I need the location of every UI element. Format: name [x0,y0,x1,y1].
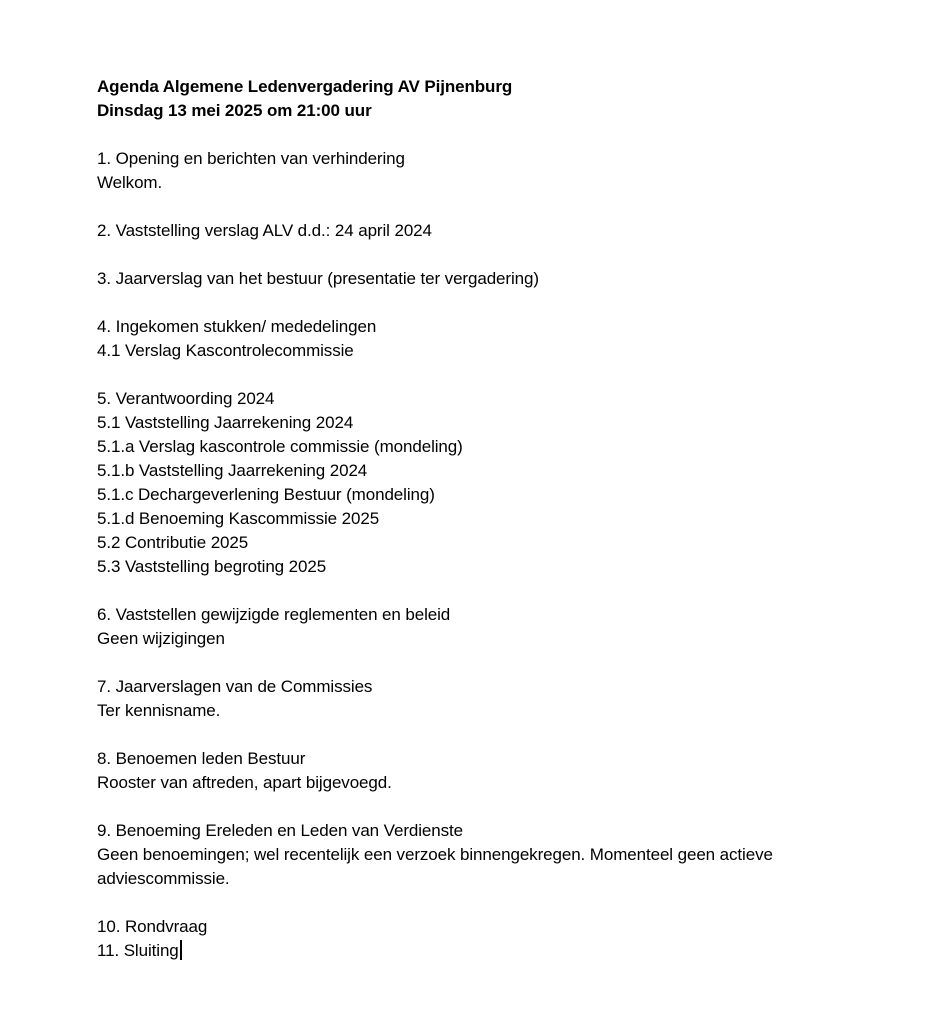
text-line[interactable]: 8. Benoemen leden Bestuur [97,749,306,768]
text-line[interactable]: 2. Vaststelling verslag ALV d.d.: 24 april 2024 [97,221,432,240]
text-cursor [180,940,182,960]
paragraph[interactable] [97,219,803,243]
text-line[interactable]: 5.2 Contributie 2025 [97,533,249,552]
text-line[interactable]: 6. Vaststellen gewijzigde reglementen en beleid [97,605,451,624]
text-line[interactable]: 4.1 Verslag Kascontrolecommissie [97,341,354,360]
paragraph[interactable] [97,147,803,195]
text-line[interactable]: 5.1.c Dechargeverlening Bestuur (mondeling) [97,485,435,504]
paragraph[interactable] [97,675,803,723]
text-line[interactable]: 4. Ingekomen stukken/ mededelingen [97,317,377,336]
text-line[interactable]: Ter kennisname. [97,701,221,720]
text-line[interactable]: Geen wijzigingen [97,629,225,648]
paragraph[interactable] [97,267,803,291]
paragraph[interactable] [97,75,803,123]
text-line[interactable]: 3. Jaarverslag van het bestuur (presentatie ter vergadering) [97,269,539,288]
text-line[interactable]: 5.1.b Vaststelling Jaarrekening 2024 [97,461,368,480]
text-line[interactable]: 11. Sluiting [97,939,803,963]
paragraph[interactable] [97,915,803,963]
text-line[interactable]: 5.1.a Verslag kascontrole commissie (mondeling) [97,437,463,456]
paragraph[interactable] [97,603,803,651]
text-line[interactable]: Rooster van aftreden, apart bijgevoegd. [97,773,392,792]
text-line[interactable]: 9. Benoeming Ereleden en Leden van Verdienste [97,821,463,840]
paragraph[interactable] [97,819,803,891]
text-line[interactable]: 5.1 Vaststelling Jaarrekening 2024 [97,413,354,432]
paragraph[interactable] [97,315,803,363]
paragraph[interactable] [97,747,803,795]
text-line[interactable]: Agenda Algemene Ledenvergadering AV Pijnenburg [97,77,513,96]
text-line[interactable]: 5.3 Vaststelling begroting 2025 [97,557,327,576]
text-line[interactable]: Welkom. [97,173,163,192]
document-text-area[interactable] [97,75,803,963]
text-line[interactable]: 5.1.d Benoeming Kascommissie 2025 [97,509,380,528]
text-line[interactable]: 1. Opening en berichten van verhindering [97,149,405,168]
text-line[interactable]: 7. Jaarverslagen van de Commissies [97,677,373,696]
text-line[interactable]: Dinsdag 13 mei 2025 om 21:00 uur [97,101,372,120]
text-line[interactable]: 10. Rondvraag [97,917,208,936]
text-line[interactable]: 5. Verantwoording 2024 [97,389,275,408]
paragraph[interactable] [97,387,803,579]
text-line[interactable]: Geen benoemingen; wel recentelijk een verzoek binnengekregen. Momenteel geen actieve adviescommissie. [97,845,773,888]
